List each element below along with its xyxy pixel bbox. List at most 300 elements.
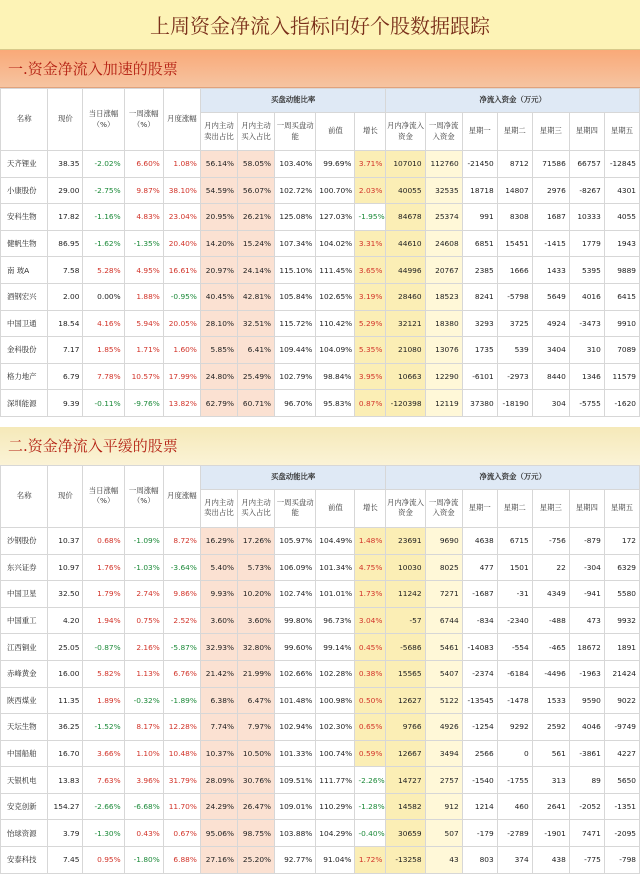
col-week: 一周涨幅（%） — [124, 465, 163, 527]
cell-growth: 3.71% — [355, 151, 386, 178]
cell-fri: 9022 — [604, 687, 639, 714]
cell-fri: 4301 — [604, 177, 639, 204]
cell-tue: 0 — [497, 740, 532, 767]
cell-month-sell-ratio: 9.93% — [200, 581, 237, 608]
table-row — [1, 634, 640, 661]
cell-month-sell-ratio: 20.97% — [200, 257, 237, 284]
cell-fri: 11579 — [604, 363, 639, 390]
table-row — [1, 820, 640, 847]
cell-month-buy-ratio: 58.05% — [237, 151, 274, 178]
cell-month-buy-ratio: 7.97% — [237, 714, 274, 741]
cell-wed: 2641 — [532, 793, 569, 820]
cell-week-inflow: 18380 — [425, 310, 462, 337]
cell-prev-value: 102.30% — [316, 714, 355, 741]
col-month-buy: 月内主动买入占比 — [237, 113, 274, 151]
cell-month-inflow: 10663 — [386, 363, 425, 390]
cell-price: 86.95 — [48, 230, 83, 257]
col-day: 当日涨幅（%） — [83, 89, 124, 151]
cell-wed: 8440 — [532, 363, 569, 390]
table-row — [1, 581, 640, 608]
cell-month-inflow: 10030 — [386, 554, 425, 581]
cell-week-inflow: 507 — [425, 820, 462, 847]
col-month: 月度涨幅 — [163, 465, 200, 527]
col-fri: 星期五 — [604, 489, 639, 527]
cell-name: 健帆生物 — [1, 230, 48, 257]
cell-wed: 304 — [532, 390, 569, 417]
table-row — [1, 230, 640, 257]
cell-tue: 1666 — [497, 257, 532, 284]
table-row — [1, 554, 640, 581]
cell-thu: 18672 — [569, 634, 604, 661]
cell-wed: 1433 — [532, 257, 569, 284]
cell-week-change: 0.43% — [124, 820, 163, 847]
cell-day-change: -1.52% — [83, 714, 124, 741]
col-month: 月度涨幅 — [163, 89, 200, 151]
cell-thu: 4016 — [569, 283, 604, 310]
cell-prev-value: 98.84% — [316, 363, 355, 390]
cell-tue: -18190 — [497, 390, 532, 417]
cell-mon: -1254 — [462, 714, 497, 741]
cell-month-inflow: 9766 — [386, 714, 425, 741]
cell-price: 32.50 — [48, 581, 83, 608]
col-prev: 前值 — [316, 113, 355, 151]
cell-week-buy-ratio: 115.72% — [275, 310, 316, 337]
cell-wed: -1901 — [532, 820, 569, 847]
cell-month-change: 31.79% — [163, 767, 200, 794]
cell-month-sell-ratio: 20.95% — [200, 204, 237, 231]
cell-week-buy-ratio: 109.44% — [275, 337, 316, 364]
cell-week-buy-ratio: 105.97% — [275, 527, 316, 554]
cell-mon: -21450 — [462, 151, 497, 178]
cell-day-change: 5.28% — [83, 257, 124, 284]
cell-price: 154.27 — [48, 793, 83, 820]
col-week-ratio: 一周买盘动能 — [275, 113, 316, 151]
cell-growth: 3.19% — [355, 283, 386, 310]
cell-month-change: 9.86% — [163, 581, 200, 608]
cell-mon: -179 — [462, 820, 497, 847]
cell-week-buy-ratio: 106.09% — [275, 554, 316, 581]
cell-week-change: -6.68% — [124, 793, 163, 820]
cell-prev-value: 96.73% — [316, 607, 355, 634]
cell-price: 10.37 — [48, 527, 83, 554]
cell-week-change: 6.60% — [124, 151, 163, 178]
cell-name: 怡球资源 — [1, 820, 48, 847]
cell-prev-value: 99.14% — [316, 634, 355, 661]
cell-month-change: 20.40% — [163, 230, 200, 257]
cell-growth: 1.73% — [355, 581, 386, 608]
cell-prev-value: 104.29% — [316, 820, 355, 847]
col-week-inflow: 一周净流入资金 — [425, 113, 462, 151]
cell-month-inflow: 28460 — [386, 283, 425, 310]
cell-month-buy-ratio: 25.49% — [237, 363, 274, 390]
cell-thu: -3861 — [569, 740, 604, 767]
cell-thu: 9590 — [569, 687, 604, 714]
col-wed: 星期三 — [532, 489, 569, 527]
cell-week-buy-ratio: 107.34% — [275, 230, 316, 257]
cell-week-inflow: 32535 — [425, 177, 462, 204]
table-row — [1, 257, 640, 284]
cell-prev-value: 101.01% — [316, 581, 355, 608]
cell-day-change: 1.79% — [83, 581, 124, 608]
cell-price: 3.79 — [48, 820, 83, 847]
cell-month-buy-ratio: 17.26% — [237, 527, 274, 554]
cell-growth: 3.31% — [355, 230, 386, 257]
cell-price: 9.39 — [48, 390, 83, 417]
cell-name: 陕西煤业 — [1, 687, 48, 714]
col-name: 名称 — [1, 89, 48, 151]
cell-mon: -14083 — [462, 634, 497, 661]
table-row — [1, 687, 640, 714]
cell-month-sell-ratio: 95.06% — [200, 820, 237, 847]
cell-day-change: 1.76% — [83, 554, 124, 581]
cell-week-buy-ratio: 102.74% — [275, 581, 316, 608]
table-row — [1, 607, 640, 634]
cell-month-sell-ratio: 40.45% — [200, 283, 237, 310]
cell-name: 小康股份 — [1, 177, 48, 204]
cell-week-inflow: 43 — [425, 847, 462, 874]
cell-month-inflow: 15565 — [386, 660, 425, 687]
cell-day-change: -0.87% — [83, 634, 124, 661]
cell-month-inflow: 11242 — [386, 581, 425, 608]
cell-month-change: -3.64% — [163, 554, 200, 581]
cell-name: 中国重工 — [1, 607, 48, 634]
cell-tue: -2340 — [497, 607, 532, 634]
cell-month-sell-ratio: 27.16% — [200, 847, 237, 874]
cell-month-sell-ratio: 5.85% — [200, 337, 237, 364]
cell-prev-value: 111.45% — [316, 257, 355, 284]
cell-name: 天银机电 — [1, 767, 48, 794]
cell-week-inflow: 9690 — [425, 527, 462, 554]
cell-tue: 539 — [497, 337, 532, 364]
cell-price: 7.58 — [48, 257, 83, 284]
cell-mon: 6851 — [462, 230, 497, 257]
cell-fri: 172 — [604, 527, 639, 554]
cell-day-change: 3.66% — [83, 740, 124, 767]
cell-week-buy-ratio: 103.40% — [275, 151, 316, 178]
cell-thu: 473 — [569, 607, 604, 634]
cell-month-inflow: -57 — [386, 607, 425, 634]
cell-week-inflow: 2757 — [425, 767, 462, 794]
cell-name: 天齐锂业 — [1, 151, 48, 178]
col-name: 名称 — [1, 465, 48, 527]
cell-thu: 1779 — [569, 230, 604, 257]
cell-month-inflow: 44996 — [386, 257, 425, 284]
cell-thu: 89 — [569, 767, 604, 794]
cell-month-sell-ratio: 7.74% — [200, 714, 237, 741]
cell-month-sell-ratio: 24.80% — [200, 363, 237, 390]
cell-month-change: 23.04% — [163, 204, 200, 231]
cell-day-change: 1.85% — [83, 337, 124, 364]
cell-month-buy-ratio: 3.60% — [237, 607, 274, 634]
cell-month-sell-ratio: 32.93% — [200, 634, 237, 661]
cell-wed: 22 — [532, 554, 569, 581]
cell-day-change: 1.89% — [83, 687, 124, 714]
cell-week-inflow: 3494 — [425, 740, 462, 767]
cell-thu: 10333 — [569, 204, 604, 231]
cell-thu: 310 — [569, 337, 604, 364]
cell-month-change: 0.67% — [163, 820, 200, 847]
cell-wed: 1687 — [532, 204, 569, 231]
cell-price: 4.20 — [48, 607, 83, 634]
cell-name: 东兴证券 — [1, 554, 48, 581]
cell-prev-value: 101.34% — [316, 554, 355, 581]
cell-wed: 2976 — [532, 177, 569, 204]
cell-month-buy-ratio: 24.14% — [237, 257, 274, 284]
cell-thu: 7471 — [569, 820, 604, 847]
cell-prev-value: 100.74% — [316, 740, 355, 767]
table-row — [1, 151, 640, 178]
cell-month-change: 20.05% — [163, 310, 200, 337]
cell-name: 中国卫星 — [1, 581, 48, 608]
group-buy-ratio: 买盘动能比率 — [200, 89, 386, 113]
cell-week-change: -9.76% — [124, 390, 163, 417]
table-body — [1, 527, 640, 873]
cell-mon: -834 — [462, 607, 497, 634]
cell-wed: 561 — [532, 740, 569, 767]
cell-price: 7.45 — [48, 847, 83, 874]
cell-growth: -1.28% — [355, 793, 386, 820]
cell-tue: 8712 — [497, 151, 532, 178]
cell-price: 36.25 — [48, 714, 83, 741]
cell-week-buy-ratio: 103.88% — [275, 820, 316, 847]
cell-month-sell-ratio: 24.29% — [200, 793, 237, 820]
cell-growth: 0.45% — [355, 634, 386, 661]
cell-growth: 3.65% — [355, 257, 386, 284]
cell-month-buy-ratio: 10.50% — [237, 740, 274, 767]
cell-thu: 4046 — [569, 714, 604, 741]
cell-price: 17.82 — [48, 204, 83, 231]
cell-week-buy-ratio: 92.77% — [275, 847, 316, 874]
cell-mon: -1540 — [462, 767, 497, 794]
col-mon: 星期一 — [462, 113, 497, 151]
cell-fri: -1620 — [604, 390, 639, 417]
cell-week-change: 9.87% — [124, 177, 163, 204]
cell-growth: -0.40% — [355, 820, 386, 847]
cell-month-inflow: 14582 — [386, 793, 425, 820]
cell-name: 金科股份 — [1, 337, 48, 364]
col-price: 现价 — [48, 465, 83, 527]
cell-month-sell-ratio: 6.38% — [200, 687, 237, 714]
cell-mon: 991 — [462, 204, 497, 231]
table-row — [1, 177, 640, 204]
table-row — [1, 527, 640, 554]
cell-tue: 9292 — [497, 714, 532, 741]
cell-week-inflow: 12290 — [425, 363, 462, 390]
cell-fri: -2095 — [604, 820, 639, 847]
cell-month-buy-ratio: 26.47% — [237, 793, 274, 820]
cell-growth: 0.87% — [355, 390, 386, 417]
cell-name: 安科生物 — [1, 204, 48, 231]
cell-wed: 4349 — [532, 581, 569, 608]
cell-thu: 5395 — [569, 257, 604, 284]
cell-month-change: 16.61% — [163, 257, 200, 284]
cell-wed: 4924 — [532, 310, 569, 337]
col-week-inflow: 一周净流入资金 — [425, 489, 462, 527]
col-tue: 星期二 — [497, 489, 532, 527]
cell-growth: 0.59% — [355, 740, 386, 767]
cell-month-inflow: 30659 — [386, 820, 425, 847]
cell-fri: 5650 — [604, 767, 639, 794]
cell-week-inflow: 912 — [425, 793, 462, 820]
table-row — [1, 283, 640, 310]
cell-fri: 9932 — [604, 607, 639, 634]
cell-prev-value: 95.83% — [316, 390, 355, 417]
cell-day-change: 0.00% — [83, 283, 124, 310]
cell-month-buy-ratio: 25.20% — [237, 847, 274, 874]
cell-week-inflow: 5461 — [425, 634, 462, 661]
cell-tue: -2789 — [497, 820, 532, 847]
cell-fri: -12845 — [604, 151, 639, 178]
cell-month-buy-ratio: 32.51% — [237, 310, 274, 337]
cell-month-buy-ratio: 56.07% — [237, 177, 274, 204]
page-title: 上周资金净流入指标向好个股数据跟踪 — [0, 0, 640, 50]
cell-price: 29.00 — [48, 177, 83, 204]
cell-thu: -304 — [569, 554, 604, 581]
cell-day-change: -1.16% — [83, 204, 124, 231]
cell-day-change: 5.82% — [83, 660, 124, 687]
cell-fri: -798 — [604, 847, 639, 874]
cell-growth: 5.35% — [355, 337, 386, 364]
cell-month-sell-ratio: 54.59% — [200, 177, 237, 204]
table-row — [1, 793, 640, 820]
table-body — [1, 151, 640, 417]
table-accelerating — [0, 88, 640, 417]
cell-wed: 1533 — [532, 687, 569, 714]
cell-thu: -2052 — [569, 793, 604, 820]
cell-week-buy-ratio: 125.08% — [275, 204, 316, 231]
cell-month-sell-ratio: 21.42% — [200, 660, 237, 687]
cell-price: 7.17 — [48, 337, 83, 364]
cell-week-buy-ratio: 105.84% — [275, 283, 316, 310]
col-month-sell: 月内主动卖出占比 — [200, 489, 237, 527]
col-price: 现价 — [48, 89, 83, 151]
col-month-buy: 月内主动买入占比 — [237, 489, 274, 527]
cell-tue: 6715 — [497, 527, 532, 554]
cell-month-buy-ratio: 5.73% — [237, 554, 274, 581]
cell-prev-value: 91.04% — [316, 847, 355, 874]
cell-month-buy-ratio: 42.81% — [237, 283, 274, 310]
cell-wed: 5649 — [532, 283, 569, 310]
cell-growth: 0.50% — [355, 687, 386, 714]
cell-price: 11.35 — [48, 687, 83, 714]
table-header — [1, 89, 640, 151]
cell-week-inflow: 12119 — [425, 390, 462, 417]
cell-fri: 6415 — [604, 283, 639, 310]
cell-month-buy-ratio: 21.99% — [237, 660, 274, 687]
cell-month-sell-ratio: 14.20% — [200, 230, 237, 257]
cell-price: 13.83 — [48, 767, 83, 794]
cell-month-inflow: -5686 — [386, 634, 425, 661]
cell-mon: -6101 — [462, 363, 497, 390]
cell-wed: 71586 — [532, 151, 569, 178]
cell-fri: 7089 — [604, 337, 639, 364]
cell-week-buy-ratio: 109.01% — [275, 793, 316, 820]
cell-month-sell-ratio: 56.14% — [200, 151, 237, 178]
cell-week-change: 1.71% — [124, 337, 163, 364]
cell-tue: -1478 — [497, 687, 532, 714]
table-row — [1, 714, 640, 741]
cell-month-sell-ratio: 28.09% — [200, 767, 237, 794]
cell-month-buy-ratio: 10.20% — [237, 581, 274, 608]
cell-name: 安泰科技 — [1, 847, 48, 874]
cell-price: 25.05 — [48, 634, 83, 661]
cell-fri: 1943 — [604, 230, 639, 257]
cell-tue: -2973 — [497, 363, 532, 390]
cell-name: 沙钢股份 — [1, 527, 48, 554]
cell-month-sell-ratio: 28.10% — [200, 310, 237, 337]
table-row — [1, 740, 640, 767]
cell-month-buy-ratio: 32.80% — [237, 634, 274, 661]
cell-week-inflow: 5407 — [425, 660, 462, 687]
cell-week-change: 8.17% — [124, 714, 163, 741]
cell-mon: -13545 — [462, 687, 497, 714]
cell-month-buy-ratio: 60.71% — [237, 390, 274, 417]
cell-wed: -4496 — [532, 660, 569, 687]
cell-prev-value: 99.69% — [316, 151, 355, 178]
cell-mon: 1214 — [462, 793, 497, 820]
cell-week-buy-ratio: 102.79% — [275, 363, 316, 390]
cell-wed: -1415 — [532, 230, 569, 257]
cell-month-inflow: -13258 — [386, 847, 425, 874]
cell-mon: 2566 — [462, 740, 497, 767]
cell-name: 中国船舶 — [1, 740, 48, 767]
cell-month-buy-ratio: 26.21% — [237, 204, 274, 231]
cell-tue: 8308 — [497, 204, 532, 231]
cell-thu: -5755 — [569, 390, 604, 417]
table-row — [1, 767, 640, 794]
cell-month-inflow: 84678 — [386, 204, 425, 231]
section-flat-title: 二.资金净流入平缓的股票 — [0, 427, 640, 465]
cell-name: 深圳能源 — [1, 390, 48, 417]
group-net-inflow: 净流入资金（万元） — [386, 465, 640, 489]
cell-month-buy-ratio: 98.75% — [237, 820, 274, 847]
cell-thu: -879 — [569, 527, 604, 554]
group-net-inflow: 净流入资金（万元） — [386, 89, 640, 113]
cell-prev-value: 127.03% — [316, 204, 355, 231]
cell-week-buy-ratio: 99.60% — [275, 634, 316, 661]
col-prev: 前值 — [316, 489, 355, 527]
cell-fri: 4227 — [604, 740, 639, 767]
cell-price: 6.79 — [48, 363, 83, 390]
cell-month-inflow: 12667 — [386, 740, 425, 767]
cell-day-change: 0.68% — [83, 527, 124, 554]
cell-price: 16.70 — [48, 740, 83, 767]
cell-month-inflow: 44610 — [386, 230, 425, 257]
cell-thu: -941 — [569, 581, 604, 608]
cell-week-change: 0.75% — [124, 607, 163, 634]
cell-month-change: 6.76% — [163, 660, 200, 687]
cell-fri: 6329 — [604, 554, 639, 581]
cell-mon: 8241 — [462, 283, 497, 310]
cell-thu: 1346 — [569, 363, 604, 390]
cell-name: 天坛生物 — [1, 714, 48, 741]
cell-name: 格力地产 — [1, 363, 48, 390]
col-thu: 星期四 — [569, 113, 604, 151]
cell-prev-value: 110.42% — [316, 310, 355, 337]
cell-tue: -31 — [497, 581, 532, 608]
cell-name: 酒钢宏兴 — [1, 283, 48, 310]
cell-day-change: -2.75% — [83, 177, 124, 204]
col-week-ratio: 一周买盘动能 — [275, 489, 316, 527]
cell-growth: 5.29% — [355, 310, 386, 337]
cell-month-change: -1.89% — [163, 687, 200, 714]
cell-week-buy-ratio: 99.80% — [275, 607, 316, 634]
cell-prev-value: 102.65% — [316, 283, 355, 310]
cell-month-inflow: 107010 — [386, 151, 425, 178]
cell-month-change: 11.70% — [163, 793, 200, 820]
cell-day-change: -0.11% — [83, 390, 124, 417]
table-row — [1, 204, 640, 231]
